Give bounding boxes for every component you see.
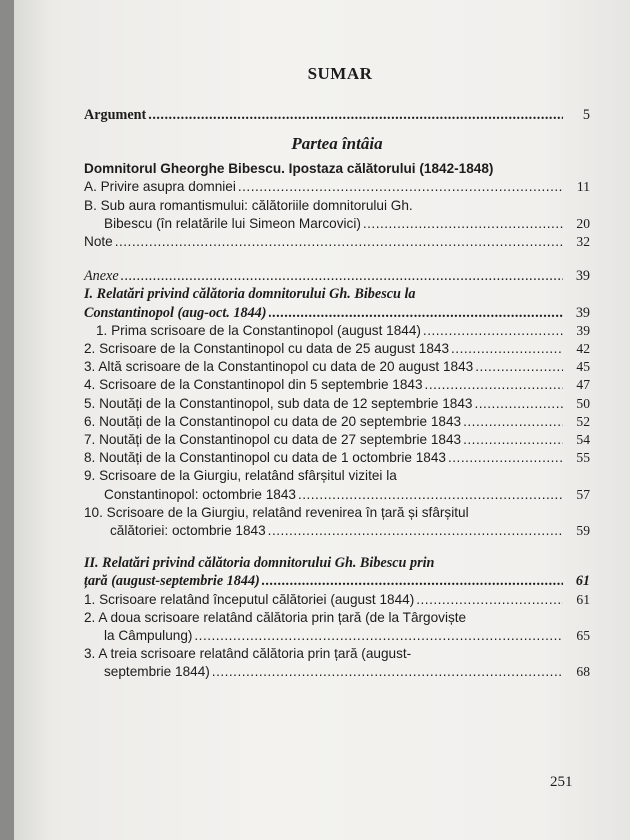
leader-dots [463,431,563,449]
toc-entry [84,413,590,431]
entry-page: 47 [576,377,590,393]
entry-label: 4. Scrisoare de la Constantinopol din 5 septembrie 1843 [84,377,423,393]
toc-entry [84,340,590,358]
entry-page: 54 [576,432,590,448]
toc-entry-line: 9. Scrisoare de la Giurgiu, relatând sfârșitul vizitei la [84,468,397,484]
toc-entry [84,215,590,233]
leader-dots [475,358,563,376]
entry-label: Argument [84,107,147,123]
toc-entry [84,663,590,681]
entry-label: 8. Noutăți de la Constantinopol cu data de 1 octombrie 1843 [84,450,446,466]
leader-dots [269,304,564,322]
entry-label: septembrie 1844) [104,664,210,680]
leader-dots [363,215,563,233]
leader-dots [423,322,563,340]
leader-dots [268,522,563,540]
entry-label: A. Privire asupra domniei [84,179,236,195]
toc-entry [84,376,590,394]
toc-entry-anexe [84,267,590,285]
entry-page: 39 [575,304,590,321]
toc-entry-line: 3. A treia scrisoare relatând călătoria prin țară (august- [84,646,412,662]
toc-entry-line: B. Sub aura romantismului: călătoriile domnitorului Gh. [84,197,413,213]
entry-label: 5. Noutăți de la Constantinopol, sub data de 12 septembrie 1843 [84,395,473,411]
leader-dots [298,486,563,504]
toc-entry [84,522,590,540]
entry-page: 59 [576,523,590,539]
entry-page: 50 [576,395,590,411]
spacer [84,540,590,554]
toc-entry [84,627,590,645]
leader-dots [212,663,563,681]
leader-dots [148,106,563,124]
entry-label: Bibescu (în relatările lui Simeon Marcovici) [104,215,361,231]
entry-label: 2. Scrisoare de la Constantinopol cu data de 25 august 1843 [84,341,450,357]
entry-page: 5 [582,107,590,123]
toc-entry [84,431,590,449]
entry-page: 32 [576,234,590,250]
entry-page: 52 [576,413,590,429]
group-heading [84,572,590,590]
toc-entry [84,486,590,504]
leader-dots [416,591,563,609]
entry-page: 39 [576,322,590,338]
leader-dots [115,233,563,251]
entry-label: 1. Scrisoare relatând începutul călătoriei (august 1844) [84,591,415,607]
leader-dots [448,449,563,467]
entry-label: Anexe [84,268,119,285]
page-number: 251 [550,774,573,790]
entry-page: 20 [576,215,590,231]
toc-entry-line: 10. Scrisoare de la Giurgiu, relatând revenirea în țară și sfârșitul [84,504,469,520]
entry-label: 1. Prima scrisoare de la Constantinopol (august 1844) [96,322,421,338]
entry-label: 7. Noutăți de la Constantinopol cu data de 27 septembrie 1843 [84,432,462,448]
toc-entry [84,233,590,251]
entry-page: 39 [575,268,590,285]
entry-page: 55 [576,450,590,466]
entry-label: Note [84,234,113,250]
toc-entry [84,322,590,340]
entry-label: Constantinopol: octombrie 1843 [104,486,296,502]
toc-entry [84,449,590,467]
entry-page: 45 [576,359,590,375]
leader-dots [463,413,563,431]
entry-page: 61 [576,591,590,607]
toc-entry-argument [84,106,590,124]
section-heading: Domnitorul Gheorghe Bibescu. Ipostaza călătorului (1842-1848) [84,161,494,177]
page-title: SUMAR [307,64,373,83]
table-of-contents [84,64,590,682]
book-page [14,0,630,840]
spacer [84,251,590,267]
leader-dots [451,340,563,358]
group-heading-line: I. Relatări privind călătoria domnitorului Gh. Bibescu la [84,286,416,303]
entry-page: 11 [576,179,590,195]
entry-page: 68 [576,664,590,680]
leader-dots [262,572,563,590]
entry-page: 57 [576,486,590,502]
entry-label: călătoriei: octombrie 1843 [110,523,266,539]
leader-dots [121,267,563,285]
toc-entry [84,358,590,376]
entry-label: țară (august-septembrie 1844) [84,573,260,590]
leader-dots [194,627,563,645]
entry-page: 65 [576,628,590,644]
leader-dots [238,178,563,196]
entry-label: Constantinopol (aug-oct. 1844) [84,304,267,321]
entry-label: 6. Noutăți de la Constantinopol cu data de 20 septembrie 1843 [84,413,462,429]
toc-entry-line: 2. A doua scrisoare relatând călătoria prin țară (de la Târgoviște [84,609,467,625]
group-heading [84,304,590,322]
toc-entry [84,178,590,196]
entry-page: 42 [576,341,590,357]
part-title: Partea întâia [291,134,383,154]
leader-dots [474,395,563,413]
toc-entry [84,395,590,413]
entry-label: 3. Altă scrisoare de la Constantinopol cu data de 20 august 1843 [84,359,474,375]
toc-entry [84,591,590,609]
entry-label: la Câmpulung) [104,628,193,644]
entry-page: 61 [575,573,590,590]
group1-items [84,322,590,468]
leader-dots [425,376,563,394]
group-heading-line: II. Relatări privind călătoria domnitorului Gh. Bibescu prin [84,555,435,572]
